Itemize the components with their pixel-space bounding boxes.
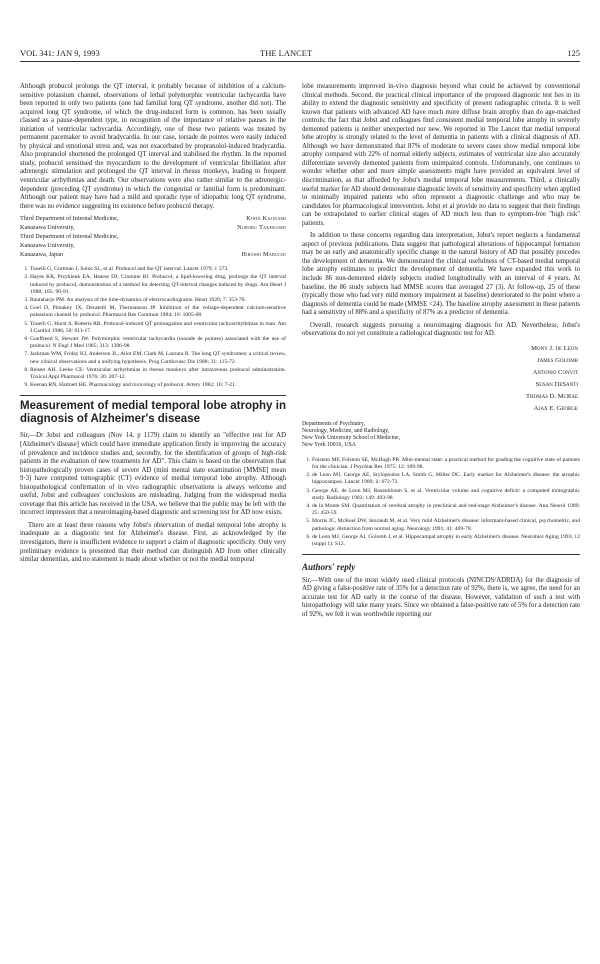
reference-list (20, 266, 286, 389)
body-paragraph: lobe measurements improved in-vivo diagnosis beyond what could be achieved by conventional clinical methods. Second, the practical clinical importance of the proposed diagnostic test lies in its ability to extend the diagnostic sensitivity and specificity of present radiographic criteria. It is well known that patients with advanced AD have much more diffuse brain atrophy than do age-matched controls; the fact that Jobst and colleagues find consistent medial temporal lobe atrophy in severely demented patients is neither unexpected nor new. We reported in The Lancet that medial temporal lobe atrophy is strongly related to the level of dementia in patients with a clinical diagnosis of AD. Although we have demonstrated that 87% of moderate to severe cases show medial temporal lobe atrophy compared with 22% of normal elderly subjects, estimates of ventricular size also accurately differentiate severely demented patients from unimpaired controls. Unfortunately, one continues to wonder whether other and more simple assessments might have provided an equivalent level of discrimination, as that afforded by Jobst's medial temporal lobe measurements. Third, a clinically useful marker for AD should demonstrate diagnostic levels of sensitivity and specificity when applied to minimally impaired patients who often represent a diagnostic challenge and who may be candidates for pharmacological intervention. Jobst et al provide no data to suggest that their findings can be extrapolated to earlier clinical stages of AD much less than to symptom-free "high risk" patients. (302, 83, 580, 227)
left-column (20, 83, 286, 569)
reference-item: 8. Reisen AH, Leeke CE. Ventricular arrhythmias in rhesus monkeys after intravenous probucol administration. Toxicol Appl Pharmacol 1976; 36: 207-12. (30, 367, 286, 381)
author-name: James Golomb (537, 356, 578, 364)
reference-item: 3. Rautaharju PM. An analysis of the time-dynamics of electrocardiograms. Heart 1920; 7: 353-70. (30, 297, 286, 304)
journal-name: THE LANCET (260, 48, 313, 58)
reference-item: 5. Tonelli G, Hurst S, Roberts RB. Probucol-induced QT prolongation and ventricular tachyarrhythmias in man. Am J Cardiol 1986; 58: 611-17. (30, 321, 286, 335)
author-name: Noboru Takekoshi (237, 224, 286, 232)
author-name: Susan DeSanti (535, 380, 578, 388)
page-number: 125 (567, 48, 580, 58)
signature-block (302, 343, 580, 415)
reference-item: 5. Morris JC, McKeel DW, Storandt M, et al. Very mild Alzheimer's disease: informant-based clinical, psychometric, and pathologic distinction from normal aging. Neurology 1991; 41: 469-78. (312, 518, 580, 532)
affiliation-line: Kanazawa University, Noboru Takekoshi (20, 224, 286, 232)
author-name: Thomas D. McRae (525, 392, 578, 400)
author-name: Mony J. de Leon (531, 344, 578, 352)
right-column (302, 83, 580, 624)
reference-item: 3. George AE, de Leon MJ, Rosenbloom S, et al. Ventricular volume and cognitive deficit: a computed tomographic study. Radiology 1983; 149: 493-98. (312, 488, 580, 502)
author-name: Ajax E. George (533, 404, 578, 412)
reference-item: 6. Gueffreed S, Stewart JW. Polymorphic ventricular tachycardia (torsade de pointes) associated with the use of probucol. N Engl J Med 1985; 313: 1396-98. (30, 336, 286, 350)
body-paragraph: There are at least three reasons why Jobst's observation of medial temporal lobe atrophy is inadequate as a diagnostic test for Alzheimer's disease. First, as acknowledged by the investigators, there is insufficient evidence to support a claim of diagnostic specificity. Only very preliminary evidence is presented that their method can distinguish AD from other clinically similar dementias, and no statement is made about whether or not the medial temporal (20, 521, 286, 564)
reply-heading: Authors' reply (302, 562, 356, 573)
body-paragraph: In addition to these concerns regarding data interpretation, Jobst's report neglects a fundamental aspect of previous publications. Data suggest that pathological alterations of hippocampal formation may be an early and anatomically specific change in the natural history of AD that possibly precedes the development of dementia. We demonstrated the clinical usefulness of CT-based medial temporal lobe atrophy estimates to predict the development of dementia. We have expanded this work to include 86 non-demented elderly subjects studied longitudinally with an interval of 4 years. At baseline, the 86 study subjects had MMSE scores that averaged 27 (3). At follow-up, 25 of these (typically those who had very mild memory impairment at baseline) deteriorated to the point where a diagnosis of dementia could be made (MMSE <24). The baseline atrophy assessment in these patients had a sensitivity of 88% and a specificity of 87% as a predictor of dementia. (302, 232, 580, 317)
affiliation-line: Third Department of Internal Medicine, Kohji Kajinami (20, 215, 286, 223)
volume-label: VOL 341: JAN 9, 1993 (20, 48, 100, 58)
affiliation-line: Kanazawa University, (20, 242, 75, 250)
reference-item: 9. Keenan RN, Hartnett HE. Pharmacology and toxicology of probucol. Artery 1982; 10: 7-21. (30, 382, 286, 389)
reference-item: 7. Jackman WM, Friday KJ, Anderson JL, Aliot EM, Clark M, Lazzara R. The long QT syndromes: a critical review, new clinical observations and a unifying hypothesis. Prog Cardiovasc Dis 1988; 31: 115-72. (30, 351, 286, 365)
reference-item: 1. Folstein MF, Folstein SE, McHugh PR. Mini-mental state: a practical method for grading the cognitive state of patients for the clinician. J Psychiat Res 1975; 12: 189-98. (312, 457, 580, 471)
body-paragraph: Overall, research suggests pursuing a neuroimaging diagnosis for AD. Nevertheless, Jobst's observations do not yet constitute a radiological diagnostic test for AD. (302, 321, 580, 338)
reference-item: 2. de Leon MJ, George AE, Stylopoulos LA, Smith G, Miller DC. Early marker for Alzheimer's disease: the atrophic hippocampus. Lancet 1989; ii: 672-73. (312, 472, 580, 486)
section-divider (20, 395, 286, 396)
reference-item: 1. Tonelli G, Gurtman J, Sotos SL, et al. Probucol and the QT interval. Lancet 1979; i: 573. (30, 266, 286, 273)
reference-item: 2. Hayes KR, Przyklenk EA, Hearse DJ, Cromme BJ. Probucol, a lipid-lowering drug, prolongs the QT interval induced by probucol, demonstration of a method for detecting QT-interval changes induced by drugs. Am Heart J 1988; 105: 90-91. (30, 274, 286, 296)
affiliation-line: Third Department of Internal Medicine, (20, 233, 119, 241)
running-header (20, 47, 580, 62)
section-divider (302, 554, 580, 555)
author-name: Hiroshi Mabuchi (241, 251, 286, 259)
affiliation-line: Kanazawa, Japan Hiroshi Mabuchi (20, 251, 286, 259)
reference-item: 4. Goel D, Pimakey JX, Decatelli M, Thernianson JP. Inhibition of the voltage-dependent calcium-sensitive potassium channel by probucol. Pharmacol Res Commun 1984; 16: 1005-08. (30, 305, 286, 319)
body-paragraph: Sir,—Dr Jobst and colleagues (Nov 14, p 1179) claim to identify an "effective test for AD [Alzheimer's disease] which could have immediate application firstly in improving the accuracy of prevalence and incidence studies and, secondly, for the identification of groups of high-risk patients in the evaluation of new treatments for AD". This claim is based on the observation that histopathologically proven cases of severe AD (mini mental state examination [MMSE] mean 9·3) have computed tomographic (CT) evidence of medial temporal lobe atrophy. Although histopathological confirmation of in vivo radiographic observations is always welcome and useful, Jobst and colleagues' conclusions are misleading. Judging from the widespread media coverage that this article has received in the USA, we believe that the public may be left with the incorrect impression that a neuroimaging-based diagnostic and screening test for AD now exists. (20, 432, 286, 517)
author-name: Kohji Kajinami (246, 215, 286, 223)
author-name: Antonio Convit (532, 368, 578, 376)
letter-title: Measurement of medial temporal lobe atrophy in diagnosis of Alzheimer's disease (20, 400, 286, 426)
address-block: Departments of Psychiatry, Neurology, Medicine, and Radiology, New York University School of Medicine, New York 10016, USA (302, 420, 401, 448)
reference-item: 4. de la Monte SM. Quantitation of cerebral atrophy in preclinical and end-stage Alzheimer's disease. Ann Neurol 1989; 25: 450-59. (312, 503, 580, 517)
body-paragraph: Although probucol prolongs the QT interval, it probably because of inhibition of a calcium-sensitive potassium channel, observations of lethal polymorphic ventricular tachycardia have been reported in only two patients (one had familial long QT syndrome, another did not). The acquired long QT syndrome, of which the drug-induced form is common, has been usually classed as a pause-dependent type, in recognition of the importance of relative pauses in the initiation of ventricular tachycardia. Accordingly, one of these two patients was treated by permanent pacemaker to avoid bradycardia. In our case, torsade de pointes were easily induced by physical and emotional stress and, was not exacerbated by propranolol-induced bradycardia. Also propranolol shortened the prolonged QT interval and stabilised the rhythm. In the reported study, probucol sensitised the myocardium to the development of ventricular fibrillation after adrenergic stimulation and prolonged the QT interval in rhesus monkeys, leading to frequent ventricular arrhythmias and death. Our observations were also rather similar to the adrenergic-dependent (preceding QT syndrome) in which the congenital or familial form is predominant. Although our patient may have had a mild and sporadic type of idiopathic long QT syndrome, there was no evidence suggesting its existence before probucol therapy. (20, 83, 286, 210)
reference-item: 6. de Leon MJ, George AJ, Golomb J, et al. Hippocampal atrophy in early Alzheimer's disease. Neurobiol Aging 1993; 12 (suppl 1): S12. (312, 534, 580, 548)
body-paragraph: Sir,—With one of the most widely used clinical protocols (NINCDS/ADRDA) for the diagnosis of AD giving a false-positive rate of 35% for a detection rate of 92%, there is, we agree, the need for an accurate test for AD early in the course of the disease. However, validation of such a test with histopathology will take many years. Since we obtained a false-positive rate of 5% for a detection rate of 92%, we felt it was worthwhile reporting our (302, 576, 580, 619)
reference-list (302, 457, 580, 548)
